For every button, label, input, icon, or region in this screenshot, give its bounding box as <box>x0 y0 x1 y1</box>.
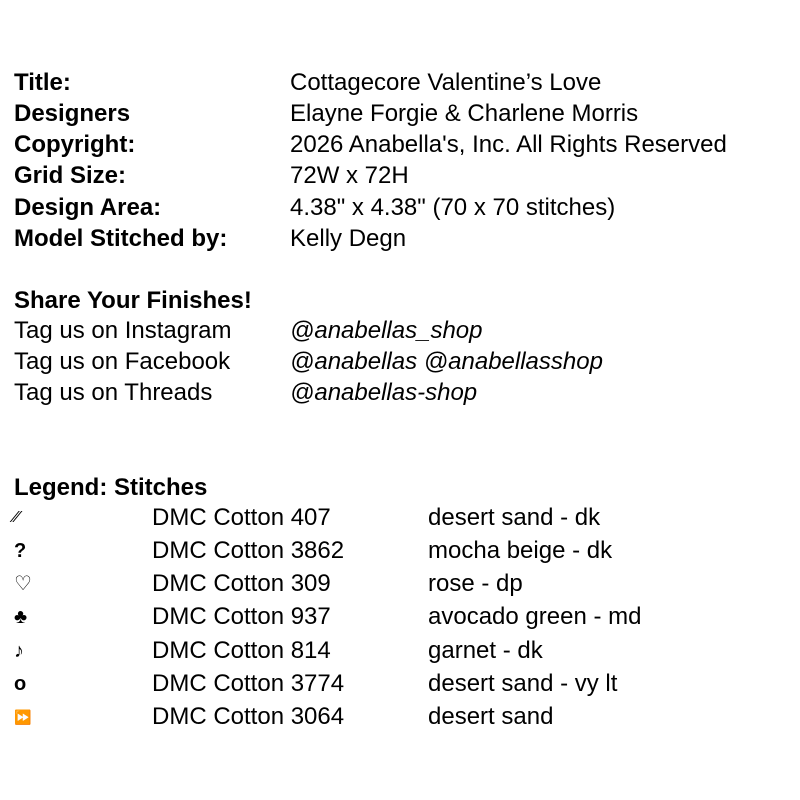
fast-forward-icon: ⏩ <box>14 709 32 725</box>
info-label: Design Area: <box>14 194 162 221</box>
legend-color: desert sand <box>428 703 554 730</box>
legend-thread: DMC Cotton 3862 <box>152 537 345 564</box>
share-text: Tag us on Instagram <box>14 317 232 344</box>
legend-thread: DMC Cotton 814 <box>152 637 331 664</box>
info-label: Model Stitched by: <box>14 225 228 252</box>
club-icon: ♣ <box>14 606 28 628</box>
circle-icon: o <box>14 673 27 695</box>
legend-thread: DMC Cotton 407 <box>152 504 331 531</box>
legend-color: rose - dp <box>428 570 523 597</box>
legend-color: desert sand - dk <box>428 504 601 531</box>
double-slash-icon: ∕∕ <box>14 509 20 526</box>
legend-thread: DMC Cotton 937 <box>152 603 331 630</box>
info-label: Copyright: <box>14 131 136 158</box>
info-value: Elayne Forgie & Charlene Morris <box>290 100 639 127</box>
share-text: Tag us on Threads <box>14 379 213 406</box>
info-value: 72W x 72H <box>290 162 409 189</box>
share-heading: Share Your Finishes! <box>14 287 252 314</box>
heart-outline-icon: ♡ <box>14 573 32 595</box>
legend-color: avocado green - md <box>428 603 642 630</box>
legend-thread: DMC Cotton 3064 <box>152 703 345 730</box>
share-handle: @anabellas_shop <box>290 317 483 344</box>
info-label: Designers <box>14 100 131 127</box>
share-text: Tag us on Facebook <box>14 348 231 375</box>
share-handle: @anabellas @anabellasshop <box>290 348 603 375</box>
info-value: Kelly Degn <box>290 225 407 252</box>
music-note-icon: ♪ <box>14 640 24 662</box>
info-value: 4.38" x 4.38" (70 x 70 stitches) <box>290 194 616 221</box>
legend-color: mocha beige - dk <box>428 537 613 564</box>
legend-heading: Legend: Stitches <box>14 474 208 501</box>
legend-thread: DMC Cotton 3774 <box>152 670 345 697</box>
info-value: Cottagecore Valentine’s Love <box>290 69 602 96</box>
info-value: 2026 Anabella's, Inc. All Rights Reserved <box>290 131 727 158</box>
info-label: Grid Size: <box>14 162 127 189</box>
share-handle: @anabellas-shop <box>290 379 478 406</box>
legend-color: garnet - dk <box>428 637 543 664</box>
info-label: Title: <box>14 69 71 96</box>
legend-thread: DMC Cotton 309 <box>152 570 331 597</box>
question-mark-icon: ? <box>14 540 27 562</box>
legend-color: desert sand - vy lt <box>428 670 618 697</box>
